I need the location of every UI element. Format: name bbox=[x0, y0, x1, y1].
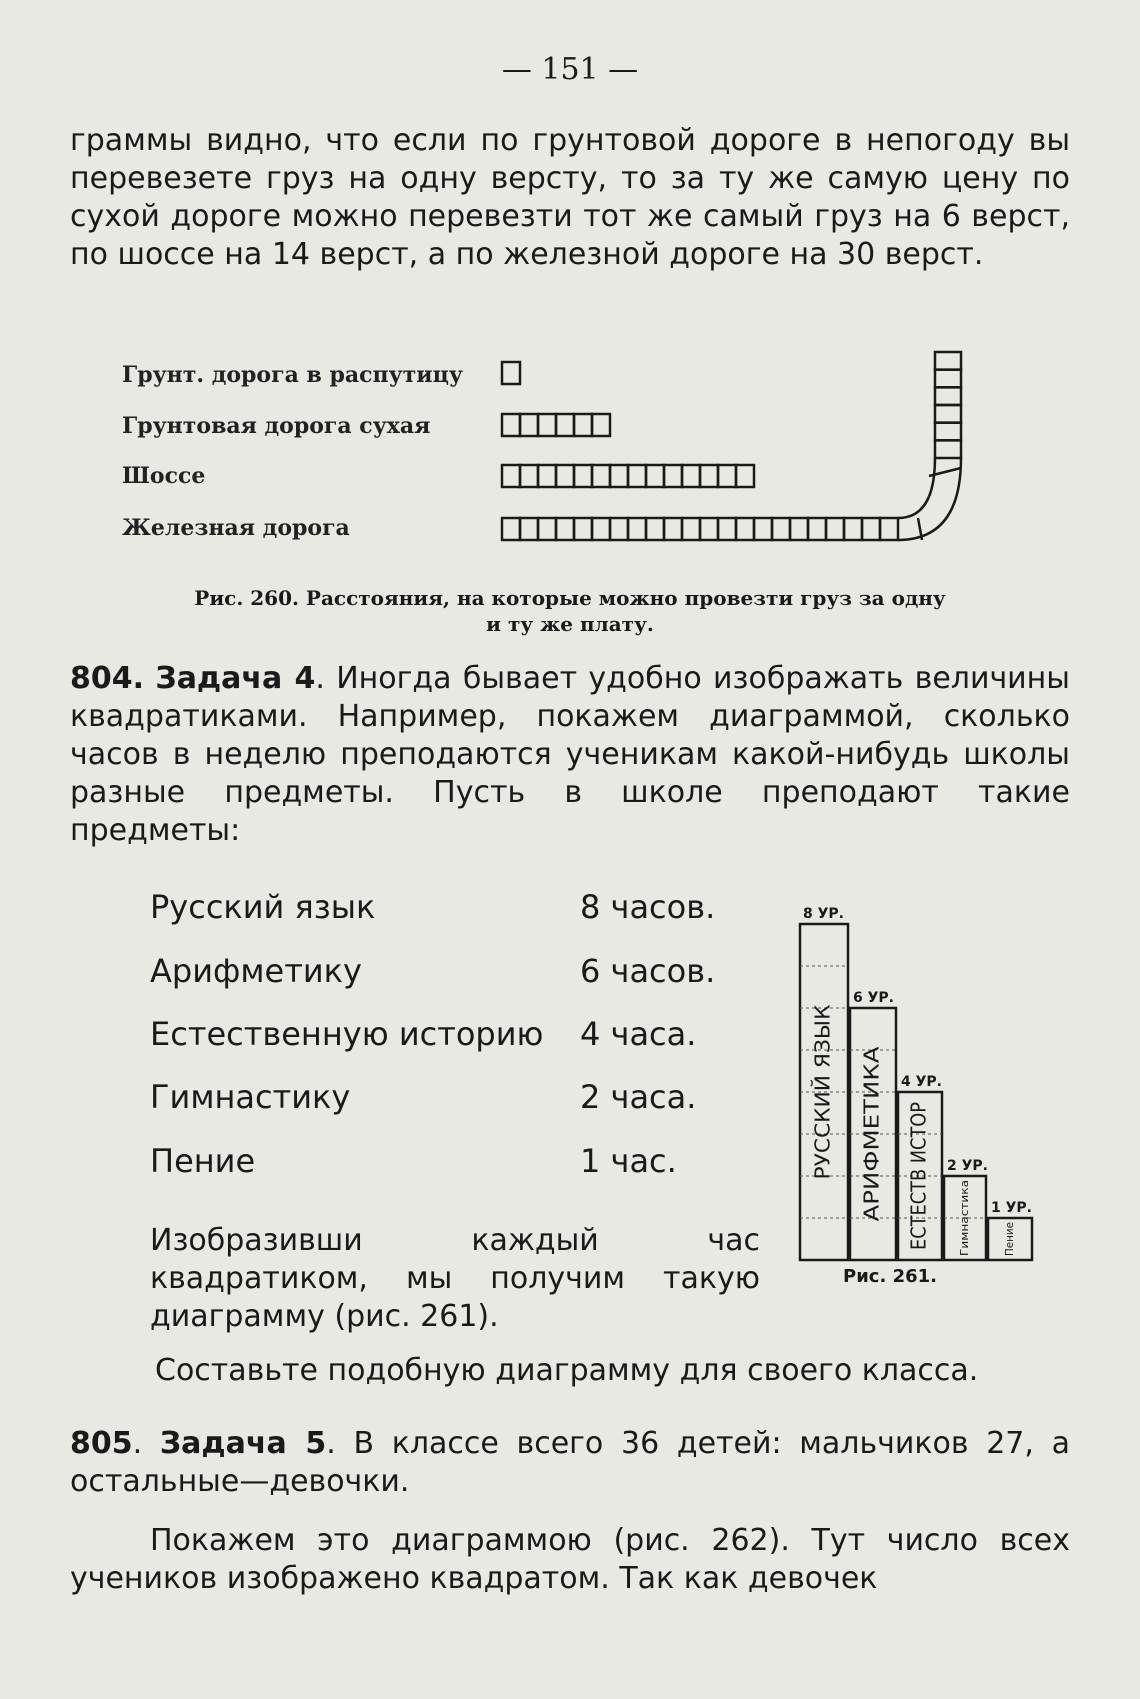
problem-805-paragraph: 805. Задача 5. В классе всего 36 детей: мальчиков 27, а остальные—девочки. bbox=[70, 1426, 1070, 1499]
fig260-square bbox=[664, 465, 682, 487]
fig260-square bbox=[935, 370, 961, 388]
problem-805-number: 805 bbox=[70, 1426, 133, 1461]
fig260-square bbox=[556, 414, 574, 436]
problem-804-after-text: Изобразивши каждый час квадратиком, мы получим такую диаграмму (рис. 261). bbox=[150, 1223, 760, 1334]
fig260-square bbox=[935, 440, 961, 458]
subject-name-3: Гимнастику bbox=[150, 1078, 351, 1116]
fig260-square bbox=[772, 518, 790, 540]
fig260-square bbox=[556, 518, 574, 540]
fig260-square bbox=[520, 414, 538, 436]
problem-804-task: Составьте подобную диаграмму для своего класса. bbox=[155, 1353, 979, 1388]
page-number: — 151 — bbox=[501, 52, 639, 87]
subject-name-1: Арифметику bbox=[150, 952, 362, 990]
fig260-square bbox=[592, 465, 610, 487]
subject-name-2: Естественную историю bbox=[150, 1015, 544, 1053]
subject-hours-2: 4 часа. bbox=[580, 1015, 697, 1053]
fig260-square bbox=[736, 518, 754, 540]
fig260-square bbox=[700, 465, 718, 487]
fig260-square bbox=[592, 414, 610, 436]
fig260-square bbox=[700, 518, 718, 540]
problem-805-text: . В классе всего 36 детей: мальчиков 27, а остальные—девочки. bbox=[70, 1426, 1070, 1499]
chart-value-label: 8 УР. bbox=[803, 906, 844, 922]
chart-value-label: 1 УР. bbox=[991, 1200, 1032, 1216]
fig260-square bbox=[538, 518, 556, 540]
chart-value-label: 2 УР. bbox=[947, 1158, 988, 1174]
fig260-square bbox=[574, 465, 592, 487]
fig260-square bbox=[826, 518, 844, 540]
problem-804-number: 804. bbox=[70, 661, 145, 696]
fig260-square bbox=[628, 465, 646, 487]
fig260-square bbox=[502, 518, 520, 540]
intro-paragraph: граммы видно, что если по грунтовой дороге в непогоду вы перевезете груз на одну версту, то за ту же самую цену по сухой дороге можно перевезти тот же самый груз на 6 верст, по шоссе на 14 верст, а по железной дороге на 30 верст. bbox=[70, 123, 1070, 272]
fig260-square bbox=[646, 465, 664, 487]
fig260-square bbox=[646, 518, 664, 540]
fig260-square bbox=[844, 518, 862, 540]
problem-804-paragraph bbox=[70, 660, 1070, 850]
subject-hours-4: 1 час. bbox=[580, 1142, 677, 1180]
fig260-square bbox=[502, 465, 520, 487]
fig260-square bbox=[935, 423, 961, 441]
chart-category-label: Пение bbox=[1003, 1219, 1016, 1256]
fig260-square bbox=[664, 518, 682, 540]
chart-value-label: 6 УР. bbox=[853, 990, 894, 1006]
fig260-square bbox=[502, 414, 520, 436]
fig260-square bbox=[935, 405, 961, 423]
fig260-square bbox=[682, 465, 700, 487]
subject-hours-0: 8 часов. bbox=[580, 888, 716, 926]
chart-category-label: ЕСТЕСТВ ИСТОР bbox=[906, 1083, 931, 1250]
fig260-square bbox=[718, 518, 736, 540]
fig260-caption bbox=[0, 585, 1140, 637]
fig260-curve-inner bbox=[898, 458, 935, 518]
fig260-square bbox=[610, 465, 628, 487]
fig260-square bbox=[592, 518, 610, 540]
subject-name-0: Русский язык bbox=[150, 888, 376, 926]
subject-hours-1: 6 часов. bbox=[580, 952, 716, 990]
fig260-caption-line1: Рис. 260. Расстояния, на которые можно провезти груз за одну bbox=[194, 586, 946, 610]
chart-category-label: РУССКИЙ ЯЗЫК bbox=[810, 1018, 835, 1180]
fig260-square bbox=[538, 414, 556, 436]
fig260-square bbox=[736, 465, 754, 487]
fig260-label-0: Грунт. дорога в распутицу bbox=[122, 362, 463, 388]
fig260-square bbox=[880, 518, 898, 540]
subject-name-4: Пение bbox=[150, 1142, 256, 1180]
fig260-square bbox=[628, 518, 646, 540]
fig260-label-3: Железная дорога bbox=[122, 515, 350, 541]
problem-804-title: Задача 4 bbox=[155, 661, 316, 696]
road-distance-diagram bbox=[0, 0, 1140, 600]
fig260-square bbox=[574, 518, 592, 540]
problem-805-continued: Покажем это диаграммою (рис. 262). Тут число всех учеников изображено квадратом. Так как девочек bbox=[70, 1523, 1070, 1596]
fig260-square bbox=[538, 465, 556, 487]
fig260-square bbox=[808, 518, 826, 540]
chart-title: Рис. 261. bbox=[843, 1266, 937, 1287]
fig260-label-1: Грунтовая дорога сухая bbox=[122, 413, 431, 439]
fig260-square bbox=[574, 414, 592, 436]
fig260-square bbox=[682, 518, 700, 540]
fig260-square bbox=[718, 465, 736, 487]
hours-bar-chart bbox=[780, 870, 1040, 1290]
chart-category-label: Гимнастика bbox=[958, 1186, 971, 1256]
fig260-caption-line2: и ту же плату. bbox=[486, 612, 654, 636]
fig260-square bbox=[790, 518, 808, 540]
problem-804-text: . Иногда бывает удобно изображать величины квадратиками. Например, покажем диаграммой, сколько часов в неделю преподаются ученикам какой-нибудь школы разные предметы. Пусть в школе преподают такие предметы: bbox=[70, 661, 1070, 848]
fig260-label-2: Шоссе bbox=[122, 463, 206, 489]
fig260-square bbox=[935, 352, 961, 370]
fig260-square bbox=[520, 465, 538, 487]
fig260-square bbox=[520, 518, 538, 540]
fig260-square bbox=[862, 518, 880, 540]
fig260-square bbox=[502, 362, 520, 384]
fig260-square bbox=[556, 465, 574, 487]
fig260-square bbox=[935, 387, 961, 405]
fig260-square bbox=[754, 518, 772, 540]
problem-805-title: Задача 5 bbox=[159, 1426, 327, 1461]
fig260-square bbox=[610, 518, 628, 540]
chart-category-label: АРИФМЕТИКА bbox=[859, 1078, 884, 1222]
subject-hours-3: 2 часа. bbox=[580, 1078, 697, 1116]
chart-value-label: 4 УР. bbox=[901, 1074, 942, 1090]
